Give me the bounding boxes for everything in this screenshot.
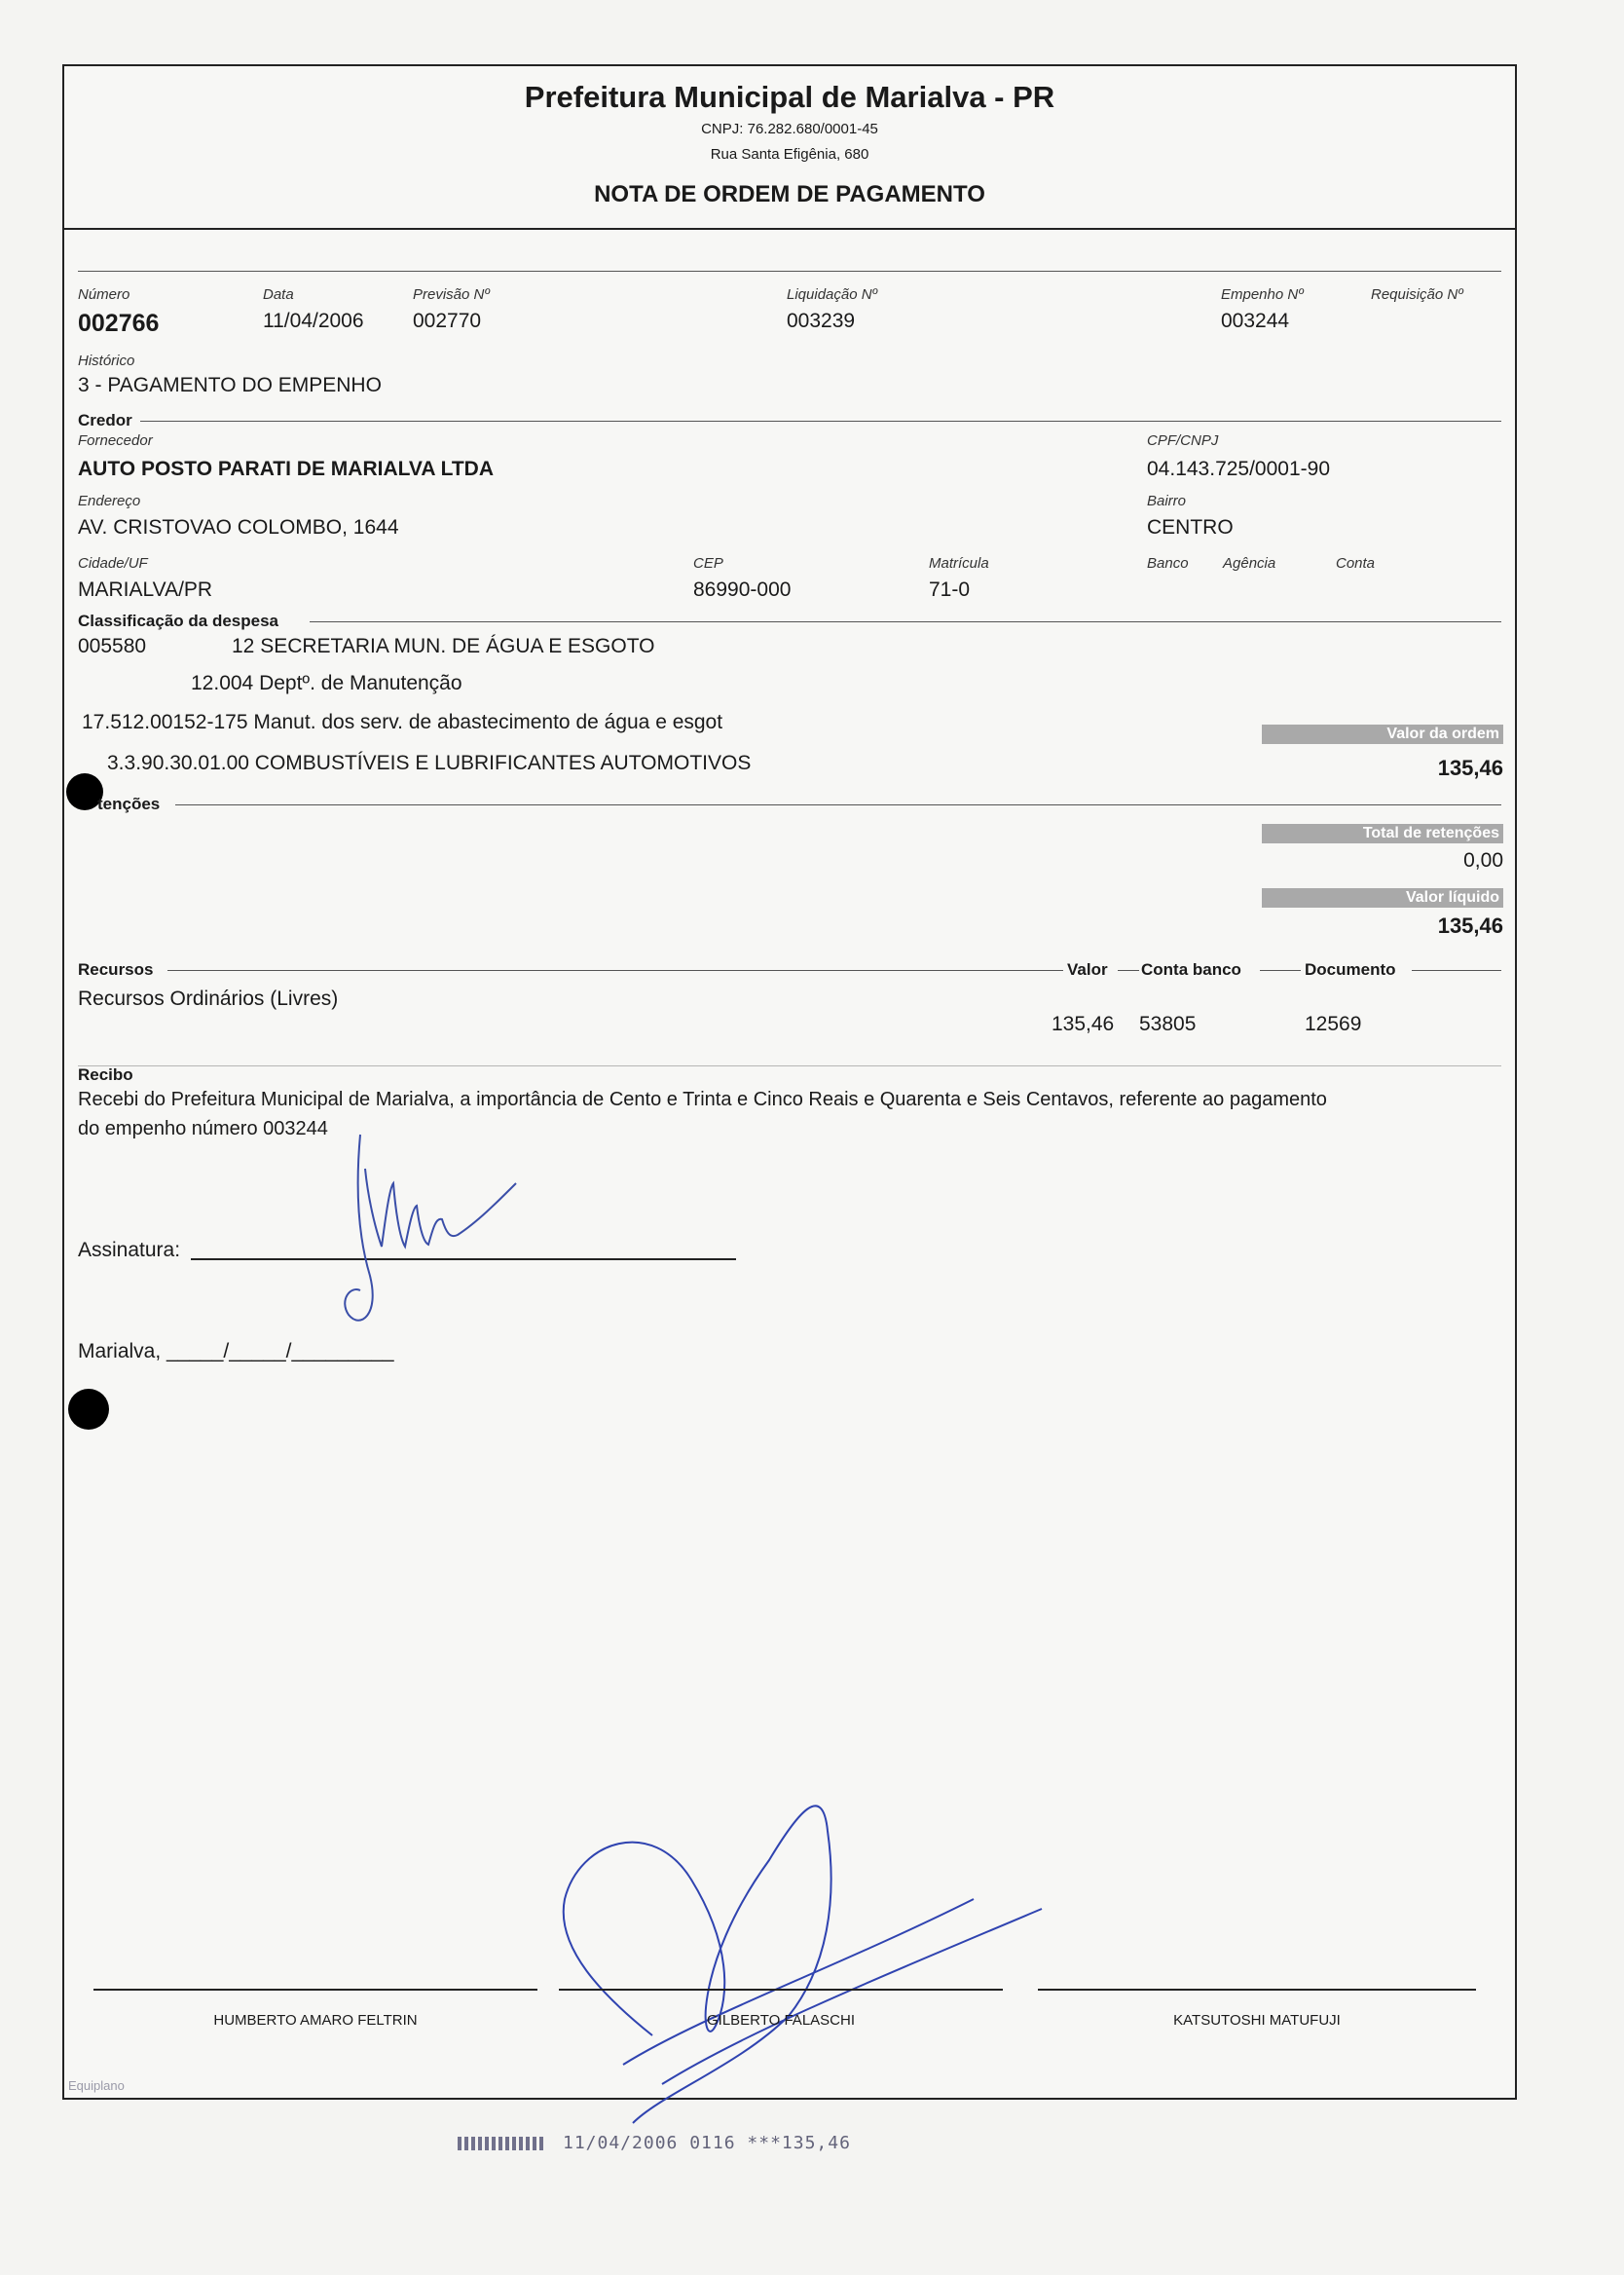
agencia-label: Agência (1223, 555, 1276, 572)
recursos-rule (167, 970, 1063, 971)
numero-value: 002766 (78, 310, 160, 337)
classificacao-line3: 17.512.00152-175 Manut. dos serv. de abastecimento de água e esgot (82, 711, 723, 733)
stamp-mark-icon (458, 2137, 545, 2150)
valor-liquido-label: Valor líquido (1262, 888, 1503, 908)
classificacao-code: 005580 (78, 635, 147, 657)
page-title: Prefeitura Municipal de Marialva - PR (524, 80, 1055, 114)
handwritten-signature-recibo (321, 1130, 574, 1334)
recursos-rule-3 (1260, 970, 1301, 971)
valor-ordem-value: 135,46 (1437, 756, 1503, 780)
matricula-label: Matrícula (929, 555, 989, 572)
software-mark: Equiplano (68, 2078, 125, 2093)
historico-value: 3 - PAGAMENTO DO EMPENHO (78, 374, 382, 396)
banco-label: Banco (1147, 555, 1189, 572)
recursos-conta: 53805 (1139, 1013, 1197, 1035)
recursos-documento-label: Documento (1305, 960, 1396, 979)
signature-line-2 (559, 1989, 1003, 1991)
cidade-label: Cidade/UF (78, 555, 148, 572)
requisicao-label: Requisição Nº (1371, 286, 1463, 303)
credor-rule (140, 421, 1501, 422)
previsao-label: Previsão Nº (413, 286, 490, 303)
recursos-rule-2 (1118, 970, 1139, 971)
cep-label: CEP (693, 555, 723, 572)
signature-line-1 (93, 1989, 537, 1991)
recursos-valor-label: Valor (1067, 960, 1108, 979)
fornecedor-value: AUTO POSTO PARATI DE MARIALVA LTDA (78, 458, 494, 480)
numero-label: Número (78, 286, 130, 303)
hole-punch-bottom (68, 1389, 109, 1430)
previsao-value: 002770 (413, 310, 482, 332)
classificacao-section: Classificação da despesa (78, 612, 279, 630)
retencoes-section: tenções (97, 795, 161, 813)
endereco-value: AV. CRISTOVAO COLOMBO, 1644 (78, 516, 399, 539)
cidade-value: MARIALVA/PR (78, 578, 213, 601)
handwritten-signature-bottom (545, 1772, 1052, 2143)
cpf-label: CPF/CNPJ (1147, 432, 1219, 449)
data-label: Data (263, 286, 294, 303)
signature-name-2: GILBERTO FALASCHI (707, 2012, 855, 2029)
stamp-text: 11/04/2006 0116 ***135,46 (563, 2133, 851, 2153)
recibo-text-2: do empenho número 003244 (78, 1118, 328, 1139)
recursos-documento: 12569 (1305, 1013, 1362, 1035)
classificacao-line4: 3.3.90.30.01.00 COMBUSTÍVEIS E LUBRIFICANTES AUTOMOTIVOS (107, 752, 752, 774)
document-title: NOTA DE ORDEM DE PAGAMENTO (594, 181, 985, 207)
cpf-value: 04.143.725/0001-90 (1147, 458, 1331, 480)
total-retencoes-value: 0,00 (1463, 849, 1503, 872)
liquidacao-value: 003239 (787, 310, 856, 332)
recibo-rule (78, 1065, 1501, 1066)
credor-section: Credor (78, 411, 132, 429)
signature-line-3 (1038, 1989, 1476, 1991)
total-retencoes-label: Total de retenções (1262, 824, 1503, 843)
retencoes-rule (175, 804, 1501, 805)
matricula-value: 71-0 (929, 578, 971, 601)
signature-name-1: HUMBERTO AMARO FELTRIN (213, 2012, 418, 2029)
endereco-label: Endereço (78, 493, 141, 509)
classificacao-line2: 12.004 Deptº. de Manutenção (191, 672, 462, 694)
bank-stamp (458, 2133, 851, 2153)
classificacao-rule (310, 621, 1501, 622)
recursos-rule-4 (1412, 970, 1501, 971)
address: Rua Santa Efigênia, 680 (710, 146, 869, 163)
valor-ordem-label: Valor da ordem (1262, 725, 1503, 744)
signature-name-3: KATSUTOSHI MATUFUJI (1173, 2012, 1341, 2029)
empenho-value: 003244 (1221, 310, 1290, 332)
header-divider (62, 228, 1517, 230)
bairro-label: Bairro (1147, 493, 1187, 509)
fornecedor-label: Fornecedor (78, 432, 153, 449)
recibo-section: Recibo (78, 1065, 133, 1084)
recursos-valor: 135,46 (1052, 1013, 1115, 1035)
classificacao-line1: 12 SECRETARIA MUN. DE ÁGUA E ESGOTO (232, 635, 655, 657)
recursos-section: Recursos (78, 960, 154, 979)
recursos-conta-label: Conta banco (1141, 960, 1241, 979)
historico-label: Histórico (78, 353, 135, 369)
bairro-value: CENTRO (1147, 516, 1234, 539)
assinatura-label: Assinatura: (78, 1239, 181, 1261)
local-data-label: Marialva, _____/_____/_________ (78, 1340, 394, 1362)
valor-liquido-value: 135,46 (1437, 914, 1503, 938)
conta-label: Conta (1336, 555, 1376, 572)
recursos-descricao: Recursos Ordinários (Livres) (78, 988, 339, 1010)
recibo-text-1: Recebi do Prefeitura Municipal de Marialva, a importância de Cento e Trinta e Cinco Reais e Quarenta e Seis Centavos, referente ao pagamento (78, 1089, 1327, 1110)
empenho-label: Empenho Nº (1221, 286, 1304, 303)
cep-value: 86990-000 (693, 578, 792, 601)
top-rule (78, 271, 1501, 272)
liquidacao-label: Liquidação Nº (787, 286, 878, 303)
data-value: 11/04/2006 (263, 310, 364, 332)
cnpj: CNPJ: 76.282.680/0001-45 (701, 121, 878, 137)
